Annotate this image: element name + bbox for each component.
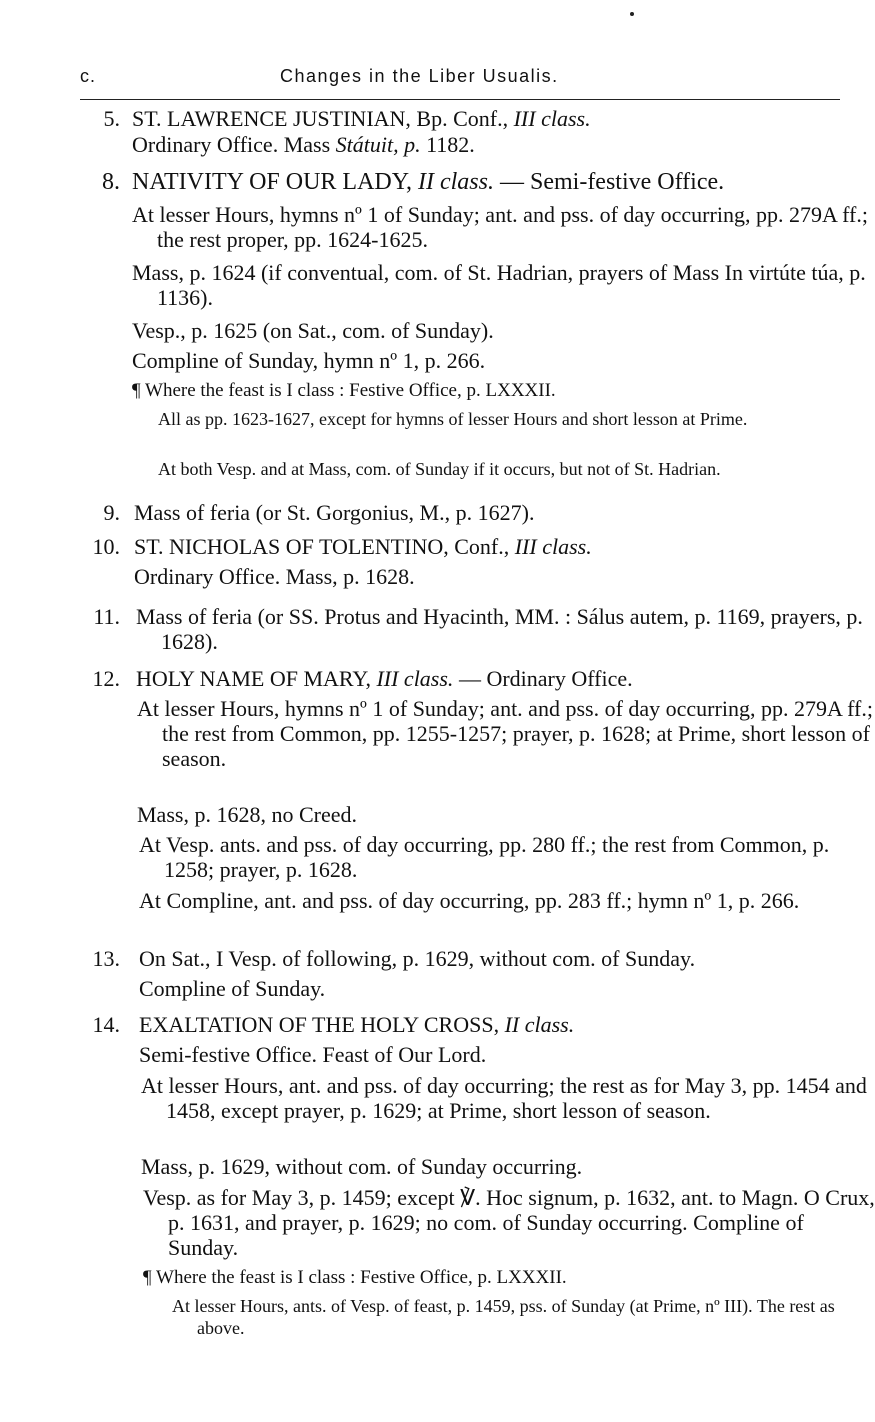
running-title: Changes in the Liber Usualis. (280, 66, 559, 86)
line-italic: Státuit, p. (335, 132, 421, 157)
entry-13 (0, 946, 875, 1012)
page-header (80, 66, 840, 92)
heading-rest: — Ordinary Office. (453, 666, 633, 691)
entry-heading (132, 170, 724, 195)
entry-line: At lesser Hours, hymns nº 1 of Sunday; ant. and pss. of day occurring, pp. 279A ff.; the rest proper, pp. 1624-1625. (132, 202, 868, 252)
line-text: Ordinary Office. Mass (132, 132, 336, 157)
header-rule (80, 99, 840, 100)
day-number: 14. (92, 1012, 120, 1037)
entry-12 (0, 666, 875, 946)
entry-11 (0, 604, 875, 666)
entry-line: Vesp., p. 1625 (on Sat., com. of Sunday). (132, 318, 494, 343)
folio-number: c. (80, 66, 97, 86)
class-rank: II class. (418, 169, 494, 195)
line-text-rest: 1182. (420, 132, 475, 157)
festive-note-line: At both Vesp. and at Mass, com. of Sunday if it occurs, but not of St. Hadrian. (158, 459, 721, 479)
class-rank: II class. (504, 1012, 575, 1037)
festive-note: ¶ Where the feast is I class : Festive Office, p. LXXXII. (143, 1267, 567, 1288)
entry-5 (0, 106, 875, 160)
day-number: 12. (92, 666, 120, 691)
festive-note-line: At lesser Hours, ants. of Vesp. of feast, p. 1459, pss. of Sunday (at Prime, nº III). The rest as above. (172, 1296, 835, 1338)
entry-line: Mass of feria (or St. Gorgonius, M., p. 1627). (134, 500, 535, 525)
entry-9 (0, 500, 875, 534)
entry-line: At Compline, ant. and pss. of day occurring, pp. 283 ff.; hymn nº 1, p. 266. (139, 888, 800, 913)
class-rank: III class. (514, 534, 592, 559)
entry-line: Mass, p. 1629, without com. of Sunday occurring. (141, 1154, 583, 1179)
entry-heading (139, 1012, 574, 1037)
festive-note: ¶ Where the feast is I class : Festive Office, p. LXXXII. (132, 380, 556, 401)
entry-heading (134, 534, 592, 559)
entry-line: Mass, p. 1628, no Creed. (137, 802, 357, 827)
entry-line: At lesser Hours, ant. and pss. of day occurring; the rest as for May 3, pp. 1454 and 1458, except prayer, p. 1629; at Prime, short lesson of season. (141, 1073, 867, 1123)
entry-line: Compline of Sunday, hymn nº 1, p. 266. (132, 348, 486, 373)
heading-text: ST. NICHOLAS OF TOLENTINO, Conf., (134, 534, 515, 559)
class-rank: III class. (513, 106, 591, 131)
page-speck (630, 12, 634, 16)
entry-line (132, 132, 475, 157)
day-number: 9. (103, 500, 120, 525)
class-rank: III class. (376, 666, 454, 691)
entry-heading (132, 106, 591, 131)
entry-line: On Sat., I Vesp. of following, p. 1629, without com. of Sunday. (139, 946, 696, 971)
entry-line: Ordinary Office. Mass, p. 1628. (134, 564, 415, 589)
entry-line: At lesser Hours, hymns nº 1 of Sunday; ant. and pss. of day occurring, pp. 279A ff.; the rest from Common, pp. 1255-1257; prayer, p. 1628; at Prime, short lesson of season. (137, 696, 873, 771)
entry-line: At Vesp. ants. and pss. of day occurring, pp. 280 ff.; the rest from Common, p. 1258; prayer, p. 1628. (139, 832, 830, 882)
entry-line: Compline of Sunday. (139, 976, 326, 1001)
page-body (0, 106, 875, 1338)
entry-line: Vesp. as for May 3, p. 1459; except ℣. Hoc signum, p. 1632, ant. to Magn. O Crux, p. 1631, and prayer, p. 1629; no com. of Sunday occurring. Compline of Sunday. (143, 1185, 875, 1260)
day-number: 10. (92, 534, 120, 559)
heading-text: ST. LAWRENCE JUSTINIAN, Bp. Conf., (132, 106, 514, 131)
entry-line: Semi-festive Office. Feast of Our Lord. (139, 1042, 487, 1067)
heading-text: EXALTATION OF THE HOLY CROSS, (139, 1012, 505, 1037)
heading-text: HOLY NAME OF MARY, (136, 666, 377, 691)
festive-note-line: All as pp. 1623-1627, except for hymns of lesser Hours and short lesson at Prime. (158, 409, 748, 429)
day-number: 8. (102, 169, 120, 195)
heading-rest: — Semi-festive Office. (493, 169, 725, 195)
day-number: 13. (92, 946, 120, 971)
entry-line: Mass of feria (or SS. Protus and Hyacinth, MM. : Sálus autem, p. 1169, prayers, p. 1628). (136, 604, 863, 654)
day-number: 11. (93, 604, 120, 629)
entry-8 (0, 160, 875, 500)
entry-10 (0, 534, 875, 604)
day-number: 5. (103, 106, 120, 131)
entry-line: Mass, p. 1624 (if conventual, com. of St. Hadrian, prayers of Mass In virtúte túa, p. 1136). (132, 260, 866, 310)
heading-text: NATIVITY OF OUR LADY, (132, 169, 418, 195)
entry-14 (0, 1012, 875, 1338)
entry-heading (136, 666, 633, 691)
